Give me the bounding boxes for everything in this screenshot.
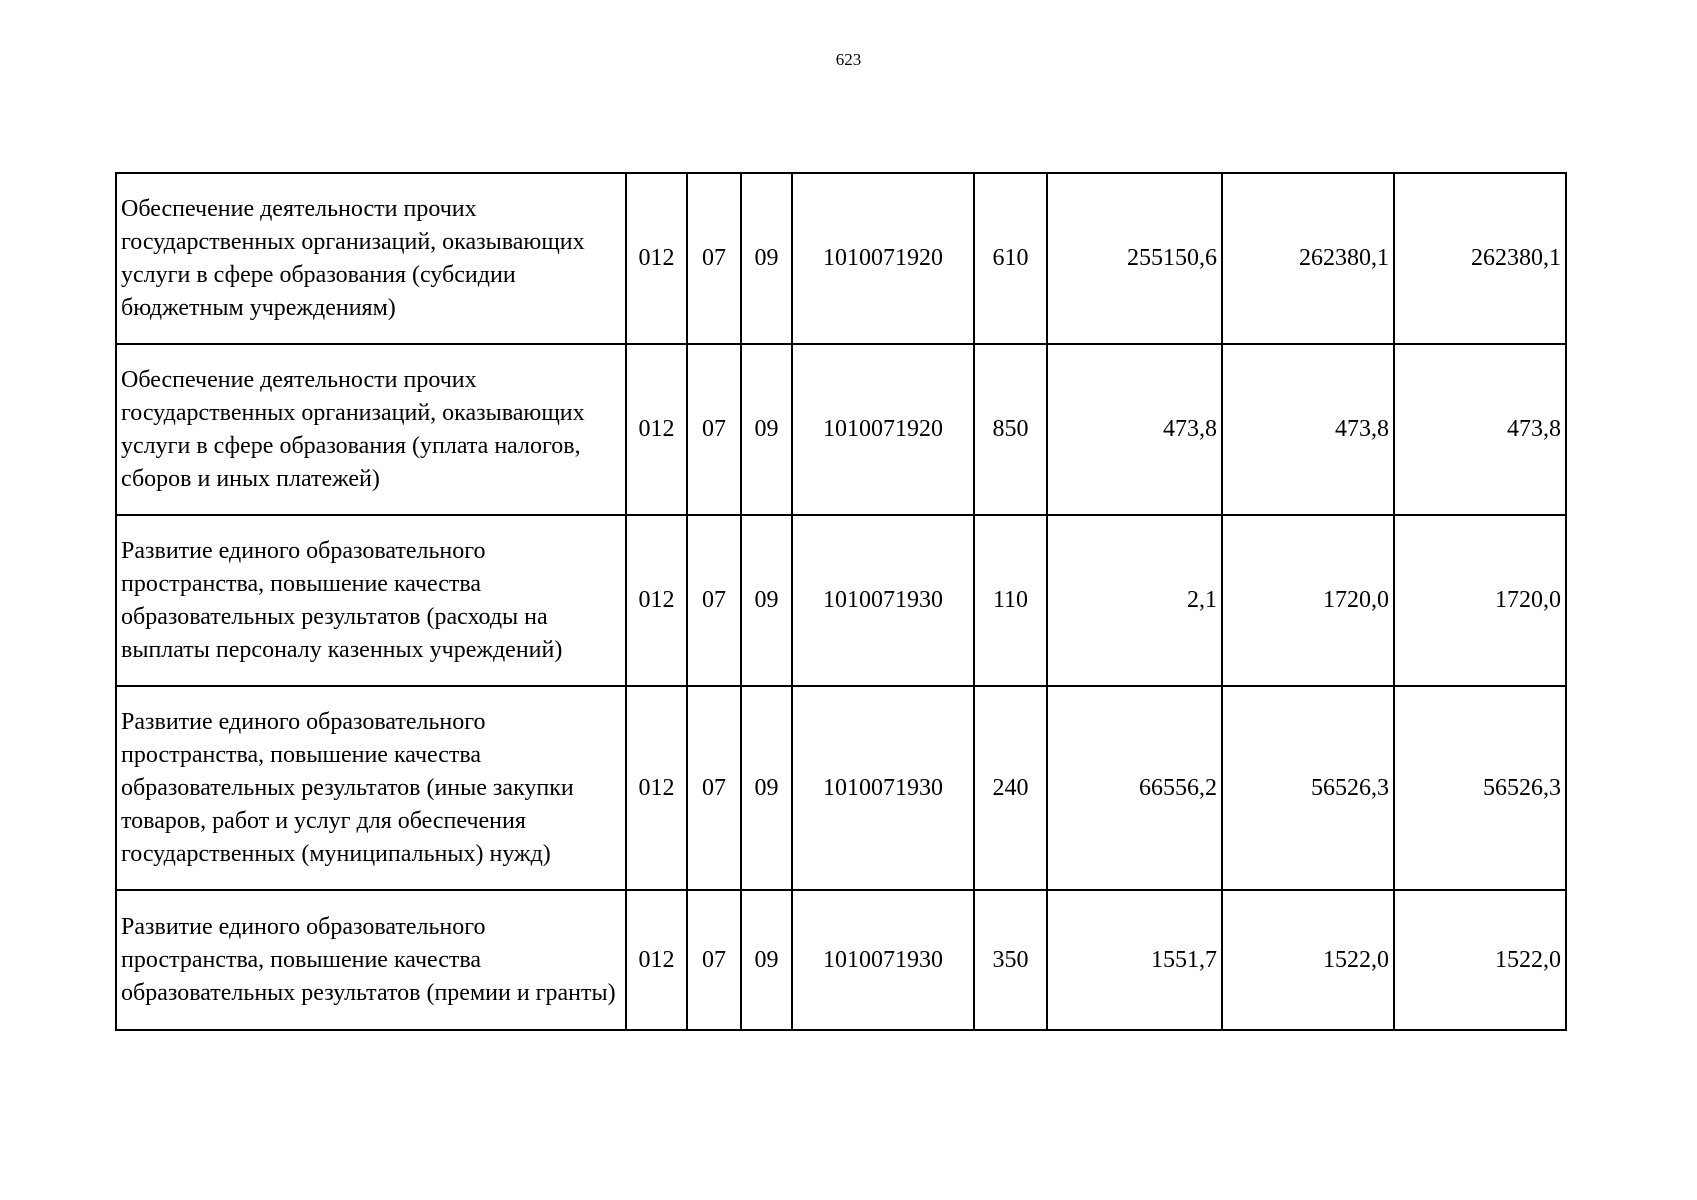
- amount-2: 1720,0: [1222, 515, 1394, 686]
- table-row: [116, 890, 1566, 1030]
- target-article-code: 1010071930: [792, 686, 974, 890]
- expense-description: Обеспечение деятельности прочих государственных организаций, оказывающих услуги в сфере образования (субсидии бюджетным учреждениям): [116, 173, 626, 344]
- amount-1: 255150,6: [1047, 173, 1222, 344]
- section-code: 07: [687, 890, 741, 1030]
- section-code: 07: [687, 173, 741, 344]
- amount-2: 56526,3: [1222, 686, 1394, 890]
- amount-1: 66556,2: [1047, 686, 1222, 890]
- amount-1: 473,8: [1047, 344, 1222, 515]
- table-row: [116, 515, 1566, 686]
- expense-type-code: 850: [974, 344, 1047, 515]
- ministry-code: 012: [626, 173, 687, 344]
- section-code: 07: [687, 686, 741, 890]
- budget-table: [115, 172, 1567, 1031]
- target-article-code: 1010071920: [792, 173, 974, 344]
- table-row: [116, 686, 1566, 890]
- subsection-code: 09: [741, 173, 792, 344]
- expense-description: Обеспечение деятельности прочих государственных организаций, оказывающих услуги в сфере образования (уплата налогов, сборов и иных платежей): [116, 344, 626, 515]
- target-article-code: 1010071920: [792, 344, 974, 515]
- subsection-code: 09: [741, 686, 792, 890]
- table-row: [116, 344, 1566, 515]
- amount-1: 1551,7: [1047, 890, 1222, 1030]
- ministry-code: 012: [626, 344, 687, 515]
- subsection-code: 09: [741, 515, 792, 686]
- ministry-code: 012: [626, 515, 687, 686]
- amount-3: 1522,0: [1394, 890, 1566, 1030]
- expense-description: Развитие единого образовательного пространства, повышение качества образовательных результатов (расходы на выплаты персоналу казенных учреждений): [116, 515, 626, 686]
- target-article-code: 1010071930: [792, 890, 974, 1030]
- amount-1: 2,1: [1047, 515, 1222, 686]
- subsection-code: 09: [741, 890, 792, 1030]
- target-article-code: 1010071930: [792, 515, 974, 686]
- page-number: 623: [835, 50, 862, 69]
- expense-type-code: 240: [974, 686, 1047, 890]
- expense-type-code: 610: [974, 173, 1047, 344]
- amount-3: 56526,3: [1394, 686, 1566, 890]
- amount-3: 1720,0: [1394, 515, 1566, 686]
- section-code: 07: [687, 515, 741, 686]
- expense-description: Развитие единого образовательного пространства, повышение качества образовательных результатов (иные закупки товаров, работ и услуг для обеспечения государственных (муниципальных) нужд): [116, 686, 626, 890]
- table-row: [116, 173, 1566, 344]
- ministry-code: 012: [626, 686, 687, 890]
- amount-2: 1522,0: [1222, 890, 1394, 1030]
- section-code: 07: [687, 344, 741, 515]
- subsection-code: 09: [741, 344, 792, 515]
- amount-2: 262380,1: [1222, 173, 1394, 344]
- ministry-code: 012: [626, 890, 687, 1030]
- amount-3: 473,8: [1394, 344, 1566, 515]
- expense-description: Развитие единого образовательного пространства, повышение качества образовательных результатов (премии и гранты): [116, 890, 626, 1030]
- amount-2: 473,8: [1222, 344, 1394, 515]
- amount-3: 262380,1: [1394, 173, 1566, 344]
- expense-type-code: 350: [974, 890, 1047, 1030]
- expense-type-code: 110: [974, 515, 1047, 686]
